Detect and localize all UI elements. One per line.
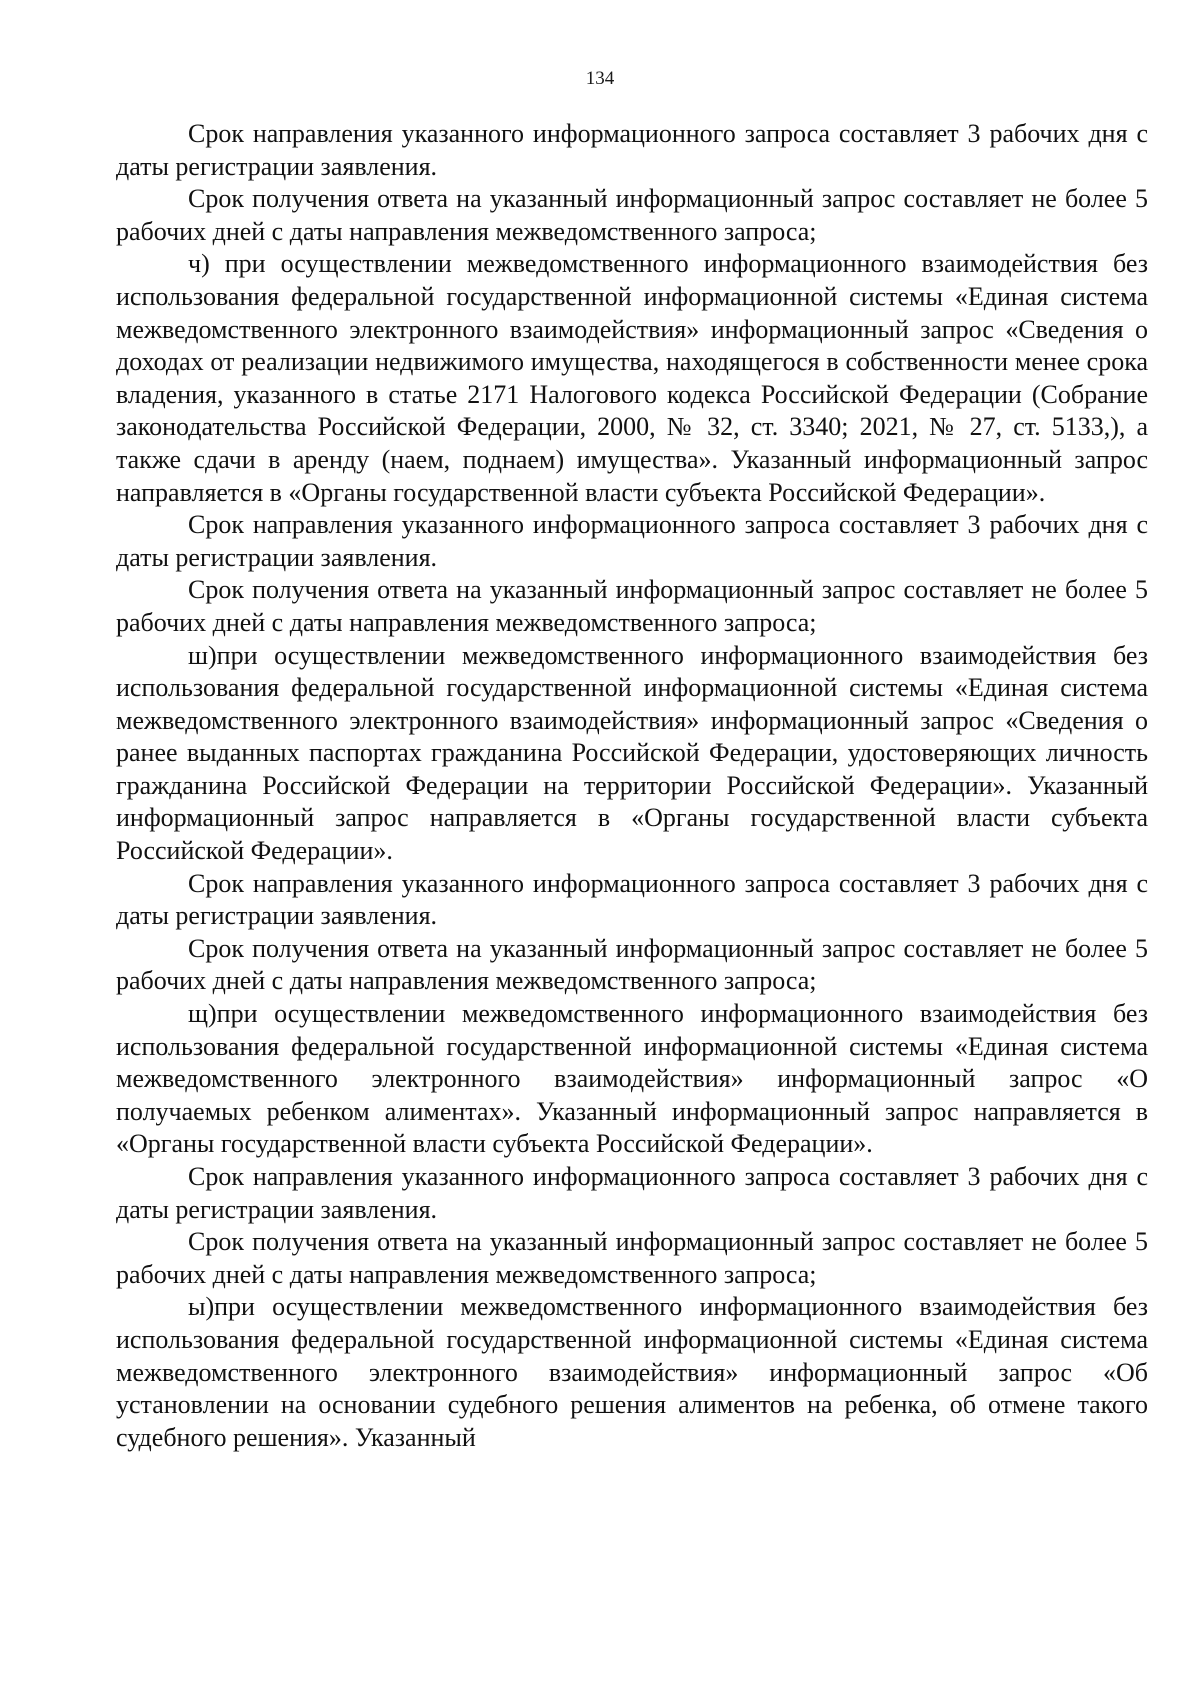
paragraph-deadline-sending: Срок направления указанного информационного запроса составляет 3 рабочих дня с даты регистрации заявления.: [116, 868, 1148, 931]
paragraph-deadline-sending: Срок направления указанного информационного запроса составляет 3 рабочих дня с даты регистрации заявления.: [116, 1162, 1148, 1224]
paragraph-deadline-response: Срок получения ответа на указанный информационный запрос составляет не более 5 рабочих дней с даты направления межведомственного запроса;: [116, 575, 1148, 637]
page-number: 134: [585, 68, 615, 89]
paragraph-item-ch: ч) при осуществлении межведомственного информационного взаимодействия без использования федеральной государственной информационной системы «Единая система межведомственного электронного взаимодействия» информационный запрос «Сведения о доходах от реализации недвижимого имущества, находящегося в собственности менее срока владения, указанного в статье 2171 Налогового кодекса Российской Федерации (Собрание законодательства Российской Федерации, 2000, № 32, ст. 3340; 2021, № 27, ст. 5133,), а также сдачи в аренду (наем, поднаем) имущества». Указанный информационный запрос направляется в «Органы государственной власти субъекта Российской Федерации».: [116, 249, 1148, 507]
paragraph-deadline-sending: Срок направления указанного информационного запроса составляет 3 рабочих дня с даты регистрации заявления.: [116, 510, 1148, 572]
paragraph-item-shch: щ)при осуществлении межведомственного информационного взаимодействия без использования федеральной государственной информационной системы «Единая система межведомственного электронного взаимодействия» информационный запрос «О получаемых ребенком алиментах». Указанный информационный запрос направляется в «Органы государственной власти субъекта Российской Федерации».: [116, 999, 1148, 1159]
paragraph-item-sh: ш)при осуществлении межведомственного информационного взаимодействия без использования федеральной государственной информационной системы «Единая система межведомственного электронного взаимодействия» информационный запрос «Сведения о ранее выданных паспортах гражданина Российской Федерации, удостоверяющих личность гражданина Российской Федерации на территории Российской Федерации». Указанный информационный запрос направляется в «Органы государственной власти субъекта Российской Федерации».: [116, 640, 1148, 866]
paragraph-deadline-sending: Срок направления указанного информационного запроса составляет 3 рабочих дня с даты регистрации заявления.: [116, 119, 1148, 181]
paragraph-deadline-response: Срок получения ответа на указанный информационный запрос составляет не более 5 рабочих дней с даты направления межведомственного запроса;: [116, 184, 1148, 246]
paragraph-deadline-response: Срок получения ответа на указанный информационный запрос составляет не более 5 рабочих дней с даты направления межведомственного запроса;: [116, 933, 1148, 996]
document-body: [116, 118, 1148, 1454]
paragraph-item-y: ы)при осуществлении межведомственного информационного взаимодействия без использования федеральной государственной информационной системы «Единая система межведомственного электронного взаимодействия» информационный запрос «Об установлении на основании судебного решения алиментов на ребенка, об отмене такого судебного решения». Указанный: [116, 1292, 1148, 1452]
paragraph-deadline-response: Срок получения ответа на указанный информационный запрос составляет не более 5 рабочих дней с даты направления межведомственного запроса;: [116, 1227, 1148, 1289]
